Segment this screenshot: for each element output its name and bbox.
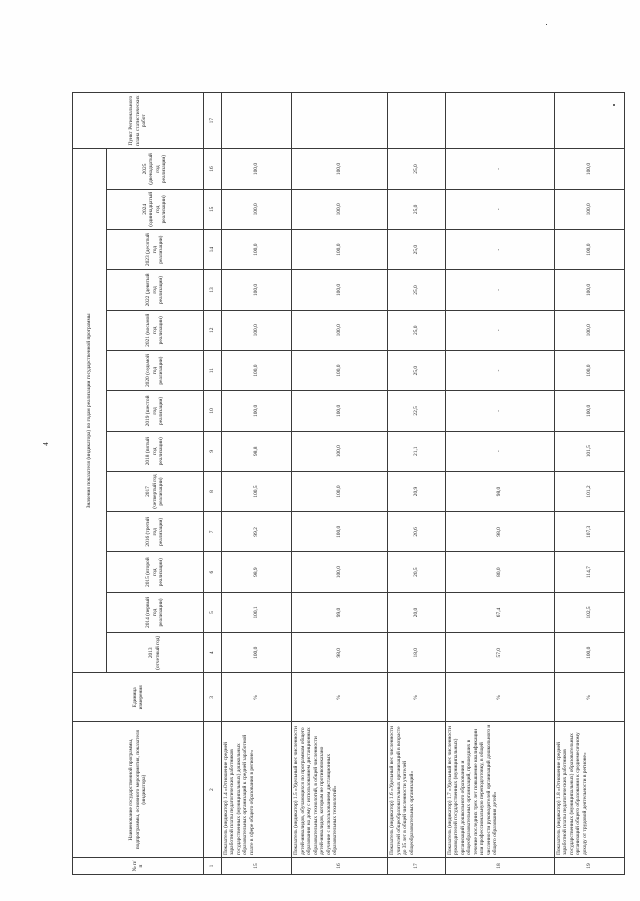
year-value-cell: - <box>445 270 554 310</box>
year-value-cell: 25,0 <box>388 149 445 189</box>
year-value-cell: 98,0 <box>445 512 554 552</box>
year-value-cell: 100,0 <box>221 391 291 431</box>
header-plan: Пункт Регионального плана статистических работ <box>73 93 204 149</box>
year-value-cell: - <box>445 230 554 270</box>
year-value-cell: - <box>445 149 554 189</box>
rotated-table-frame <box>72 92 625 875</box>
year-value-cell: 100,0 <box>221 310 291 350</box>
plan-cell <box>221 93 291 149</box>
table-body <box>221 93 624 875</box>
year-value-cell: 20,9 <box>388 471 445 511</box>
header-year: 2013 (отчетный год) <box>106 633 203 673</box>
column-number: 5 <box>204 592 222 632</box>
year-value-cell: 98,0 <box>445 471 554 511</box>
year-value-cell: - <box>445 350 554 390</box>
year-value-cell: - <box>445 391 554 431</box>
header-year: 2022 (девятый год реализации) <box>106 270 203 310</box>
year-value-cell: 100,0 <box>292 189 388 229</box>
year-value-cell: 80,0 <box>445 552 554 592</box>
year-value-cell: 100,0 <box>292 552 388 592</box>
header-year: 2014 (первый год реализации) <box>106 592 203 632</box>
header-row-group <box>73 93 107 875</box>
year-value-cell: 25,0 <box>388 230 445 270</box>
unit-cell: % <box>221 673 291 722</box>
header-no: № п/п <box>73 858 204 875</box>
year-value-cell: 98,9 <box>221 552 291 592</box>
year-value-cell: 99,2 <box>221 512 291 552</box>
year-value-cell: 21,1 <box>388 431 445 471</box>
indicator-name: Показатель (индикатор) 1.7 «Удельный вес численности руководителей государственных (муниципальных) организаций дошкольного образования и общеобразовательных организаций, прошедших в течение последних трех лет повышение квалификации или профессиональную переподготовку, в общей численности руководителей организаций дошкольного и общего образования детей» <box>445 722 554 858</box>
year-value-cell: 98,0 <box>292 633 388 673</box>
table-row <box>388 93 445 875</box>
row-number: 17 <box>388 858 445 875</box>
indicator-name: Показатель (индикатор) 1.5 «Удельный вес численности детей-инвалидов, обучающихся по программам общего образования на дому с использованием дистанционных образовательных технологий, в общей численности детей-инвалидов, которым не противопоказано обучение с использованием дистанционных образовательных технологий» <box>292 722 388 858</box>
year-value-cell: 100,0 <box>292 230 388 270</box>
year-value-cell: 100,0 <box>221 230 291 270</box>
column-number: 4 <box>204 633 222 673</box>
header-year: 2025 (двенадцатый год реализации) <box>106 149 203 189</box>
year-value-cell: 100,0 <box>221 149 291 189</box>
year-value-cell: 25,0 <box>388 310 445 350</box>
unit-cell: % <box>445 673 554 722</box>
unit-cell: % <box>292 673 388 722</box>
year-value-cell: 99,0 <box>292 592 388 632</box>
plan-cell <box>554 93 624 149</box>
year-value-cell: 100,0 <box>292 149 388 189</box>
year-value-cell: 18,0 <box>388 633 445 673</box>
year-value-cell: 100,0 <box>292 270 388 310</box>
column-number: 3 <box>204 673 222 722</box>
header-year: 2018 (пятый год реализации) <box>106 431 203 471</box>
year-value-cell: 100,5 <box>221 471 291 511</box>
year-value-cell: 100,0 <box>221 270 291 310</box>
year-value-cell: 100,0 <box>221 350 291 390</box>
year-value-cell: 100,0 <box>554 310 624 350</box>
column-number: 12 <box>204 310 222 350</box>
indicators-table <box>72 92 625 875</box>
column-number: 6 <box>204 552 222 592</box>
page-number: 4 <box>41 442 50 446</box>
year-value-cell: 20,6 <box>388 512 445 552</box>
header-year: 2024 (одиннадцатый год реализации) <box>106 189 203 229</box>
year-value-cell: 100,0 <box>554 391 624 431</box>
header-year: 2023 (десятый год реализации) <box>106 230 203 270</box>
year-value-cell: 100,0 <box>292 431 388 471</box>
year-value-cell: 100,0 <box>221 633 291 673</box>
header-values-group: Значения показателя (индикатора) по годам реализации государственной программы <box>73 149 107 673</box>
year-value-cell: 100,0 <box>292 310 388 350</box>
header-year: 2016 (третий год реализации) <box>106 512 203 552</box>
year-value-cell: 100,0 <box>554 149 624 189</box>
unit-cell: % <box>388 673 445 722</box>
year-value-cell: 100,0 <box>292 512 388 552</box>
row-number: 16 <box>292 858 388 875</box>
table-row <box>445 93 554 875</box>
year-value-cell: - <box>445 310 554 350</box>
year-value-cell: 25,0 <box>388 270 445 310</box>
year-value-cell: - <box>445 431 554 471</box>
column-number: 13 <box>204 270 222 310</box>
column-number: 10 <box>204 391 222 431</box>
year-value-cell: 114,7 <box>554 552 624 592</box>
year-value-cell: 20,0 <box>388 592 445 632</box>
year-value-cell: 98,8 <box>221 431 291 471</box>
year-value-cell: 57,0 <box>445 633 554 673</box>
header-name: Наименование государственной программы, подпрограммы, основного мероприятия, показателя (индикатора) <box>73 722 204 858</box>
year-value-cell: 25,0 <box>388 189 445 229</box>
table-row <box>292 93 388 875</box>
indicator-name: Показатель (индикатор) 1.4 «Отношение средней заработной платы педагогических работников государственных (муниципальных) дошкольных образовательных организаций к средней заработной плате в сфере общего образования в регионе» <box>221 722 291 858</box>
column-number: 16 <box>204 149 222 189</box>
column-number: 15 <box>204 189 222 229</box>
row-number: 18 <box>445 858 554 875</box>
column-number: 2 <box>204 722 222 858</box>
header-year: 2021 (восьмой год реализации) <box>106 310 203 350</box>
plan-cell <box>445 93 554 149</box>
column-number: 8 <box>204 471 222 511</box>
year-value-cell: 100,0 <box>554 189 624 229</box>
column-number: 14 <box>204 230 222 270</box>
column-number: 11 <box>204 350 222 390</box>
row-number: 19 <box>554 858 624 875</box>
column-number: 1 <box>204 858 222 875</box>
year-value-cell: 102,5 <box>554 592 624 632</box>
column-number: 17 <box>204 93 222 149</box>
year-value-cell: 100,0 <box>292 471 388 511</box>
year-value-cell: 100,0 <box>554 633 624 673</box>
year-value-cell: 100,0 <box>554 350 624 390</box>
year-value-cell: 101,2 <box>554 471 624 511</box>
indicator-name: Показатель (индикатор) 1.6 «Удельный вес численности учителей общеобразовательных организаций в возрасте до 35 лет в общей численности учителей общеобразовательных организаций» <box>388 722 445 858</box>
year-value-cell: - <box>445 189 554 229</box>
header-unit: Единица измерения <box>73 673 204 722</box>
indicator-name: Показатель (индикатор) 1.8 «Отношение средней заработной платы педагогических работников государственных (муниципальных) образовательных организаций общего образования к среднемесячному доходу от трудовой деятельности в регионе» <box>554 722 624 858</box>
year-value-cell: 100,0 <box>292 350 388 390</box>
row-number: 15 <box>221 858 291 875</box>
plan-cell <box>292 93 388 149</box>
year-value-cell: 101,5 <box>554 431 624 471</box>
year-value-cell: 22,5 <box>388 391 445 431</box>
year-value-cell: 107,3 <box>554 512 624 552</box>
year-value-cell: 100,0 <box>292 391 388 431</box>
column-number: 7 <box>204 512 222 552</box>
column-number-row <box>204 93 222 875</box>
year-value-cell: 100,1 <box>221 592 291 632</box>
scan-mark <box>546 24 547 25</box>
year-value-cell: 100,0 <box>554 230 624 270</box>
plan-cell <box>388 93 445 149</box>
year-value-cell: 100,0 <box>554 270 624 310</box>
year-value-cell: 20,5 <box>388 552 445 592</box>
year-value-cell: 100,0 <box>221 189 291 229</box>
table-row <box>221 93 291 875</box>
year-value-cell: 25,0 <box>388 350 445 390</box>
table-row <box>554 93 624 875</box>
header-year: 2017 (четвертый год реализации) <box>106 471 203 511</box>
unit-cell: % <box>554 673 624 722</box>
header-year: 2020 (седьмой год реализации) <box>106 350 203 390</box>
landscape-table-container <box>72 92 625 875</box>
header-year: 2019 (шестой год реализации) <box>106 391 203 431</box>
header-year: 2015 (второй год реализации) <box>106 552 203 592</box>
column-number: 9 <box>204 431 222 471</box>
year-value-cell: 67,4 <box>445 592 554 632</box>
